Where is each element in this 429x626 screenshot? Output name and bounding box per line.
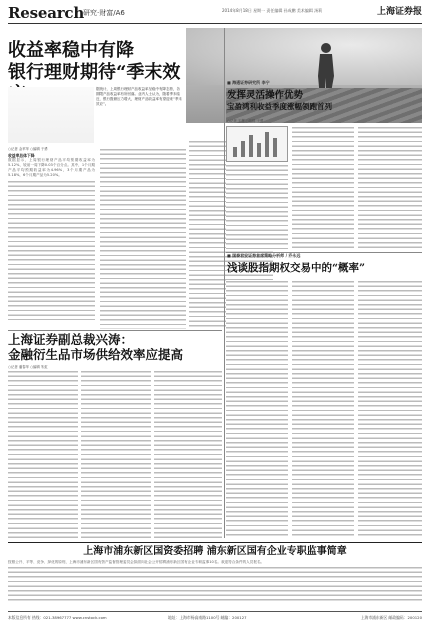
lead-deck: 据统计，上周银行理财产品收益率呈稳中有降态势，各期限产品收益率有所回落。业内人士认为，随着季末临近，银行揽储压力增大，理财产品收益率有望迎来“季末效应”。 — [96, 87, 182, 107]
chart-bar — [249, 135, 253, 157]
sideA-headline-line2: 宝盈鸿利收益季度涨幅领跑首列 — [227, 102, 332, 111]
divider — [8, 330, 222, 331]
lead-body-col1 — [8, 153, 95, 329]
footer-center: 地址：上海市杨高南路1100号 邮编：200127 — [168, 615, 247, 620]
chart-bar — [241, 141, 245, 157]
illustration-sky — [186, 28, 422, 85]
column-rule — [224, 28, 225, 538]
sideB-kicker: ■ 国泰君安证券首席策略分析师 / 乔永远 — [227, 253, 301, 258]
sideA-col1 — [226, 126, 288, 250]
chart-bar — [265, 132, 269, 157]
recruitment-notice — [8, 542, 422, 608]
header-rule — [8, 23, 422, 24]
art2-headline-line1: 上海证券副总裁兴涛： — [8, 332, 134, 347]
notice-title: 上海市浦东新区国资委招聘 浦东新区国有企业专职监事简章 — [83, 546, 347, 557]
sideA-chart — [226, 126, 288, 162]
column-name: 研究·财富/A6 — [83, 9, 125, 17]
lead-headline-line1: 收益率稳中有降 — [8, 40, 134, 61]
art2-col1 — [8, 370, 78, 538]
sideB-col2 — [292, 280, 354, 538]
lead-intro-column — [8, 87, 94, 143]
lead-headline-line2: 银行理财期待“季末效 — [8, 62, 181, 83]
text-block — [226, 164, 288, 250]
art2-col3 — [154, 370, 222, 538]
text-block — [8, 566, 422, 604]
sideB-headline: 浅谈股指期权交易中的“概率” — [227, 262, 366, 274]
notice-intro: 按照公开、平等、竞争、择优的原则，上海市浦东新区国有资产监督管理委员会拟面向社会公开招聘浦东新区国有企业专职监事10名。欢迎符合条件的人员报名。 — [8, 560, 265, 564]
notice-body — [8, 560, 422, 608]
lead-byline: ○记者 金苹苹 ○编辑 于勇 — [8, 147, 48, 151]
footer-right: 上海市浦东新区 邮政编码：200120 — [360, 615, 422, 620]
lead-subhead: 收益率总体下降 — [8, 153, 35, 158]
sideA-col3 — [358, 126, 422, 250]
sideA-headline-line1: 发挥灵活操作优势 — [227, 90, 304, 101]
chart-bar — [257, 143, 261, 157]
art2-headline — [8, 332, 222, 362]
footer-left: 本版信息所有 热线：021-38967777 www.cnstock.com — [8, 615, 107, 620]
section-title: Research — [8, 4, 85, 22]
chart-bar — [233, 147, 237, 157]
page-footer — [8, 611, 422, 621]
lead-body-col2 — [100, 148, 186, 329]
chart-bar — [273, 138, 277, 157]
sideA-byline: ○记者 王慧 ○编辑 于勇 — [227, 119, 264, 123]
text-block — [8, 180, 95, 320]
newspaper-brand: 上海证券报 — [376, 7, 422, 17]
sideA-kicker: ■ 海通证券研究所 李宁 — [227, 80, 270, 85]
lead-body-para: 数据显示，上周银行理财产品平均预期收益率为5.12%，较前一周下降0.03个百分点。其中，1个月期产品平均预期收益率为4.96%，3个月期产品为5.18%，6个月期产品为5.20%。 — [8, 158, 95, 177]
art2-col2 — [81, 370, 151, 538]
sideA-col2 — [292, 126, 354, 250]
sideB-col1 — [226, 280, 288, 538]
sideB-col3 — [358, 280, 422, 538]
issue-meta: 2014年8月18日 星期一 责任编辑 孙成鹏 美术编辑 汤莉 — [222, 8, 323, 13]
art2-headline-line2: 金融衍生品市场供给效率应提高 — [8, 347, 184, 362]
art2-byline: ○记者 潘春苹 ○编辑 朱虹 — [8, 365, 48, 369]
page-header — [8, 4, 422, 22]
sideA-headline — [227, 90, 423, 111]
